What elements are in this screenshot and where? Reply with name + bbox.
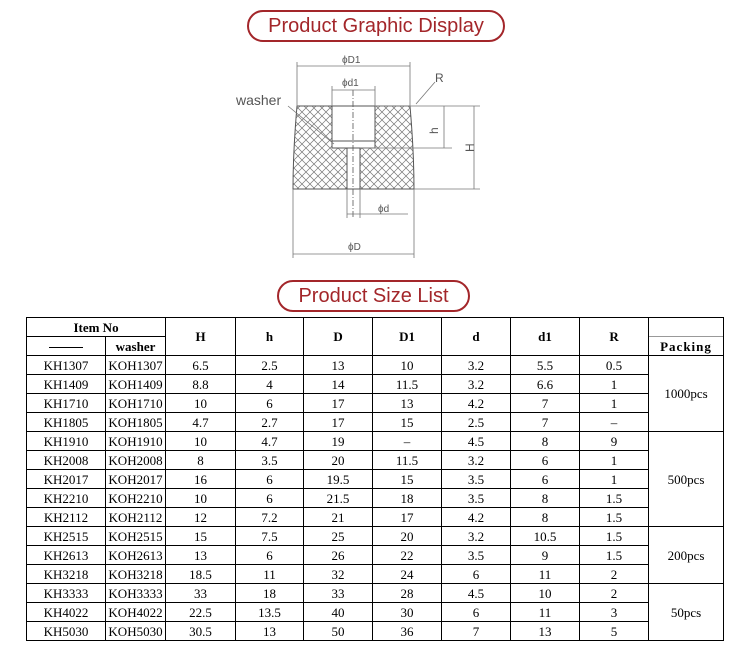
- R-header: R: [580, 318, 649, 356]
- packing-cell: 50pcs: [649, 584, 724, 641]
- d1-label: ϕd1: [342, 78, 359, 89]
- h-cell: 2.5: [236, 356, 304, 375]
- size-list-title: Product Size List: [277, 280, 470, 312]
- R-cell: 2: [580, 565, 649, 584]
- d1-cell: 8: [511, 508, 580, 527]
- H-cell: 13: [166, 546, 236, 565]
- washer-no-cell: KOH5030: [106, 622, 166, 641]
- item-no-cell: KH4022: [27, 603, 106, 622]
- d-cell: 3.2: [442, 451, 511, 470]
- washer-no-cell: KOH3333: [106, 584, 166, 603]
- washer-no-cell: KOH2515: [106, 527, 166, 546]
- d1-cell: 7: [511, 394, 580, 413]
- D-cell: 17: [304, 413, 373, 432]
- D-cell: 17: [304, 394, 373, 413]
- item-no-cell: KH1307: [27, 356, 106, 375]
- washer-no-cell: KOH2008: [106, 451, 166, 470]
- graphic-display-title: Product Graphic Display: [247, 10, 505, 42]
- R-cell: 0.5: [580, 356, 649, 375]
- R-cell: 1: [580, 470, 649, 489]
- washer-no-cell: KOH1910: [106, 432, 166, 451]
- packing-header-label: Packing: [649, 336, 723, 355]
- packing-cell: 200pcs: [649, 527, 724, 584]
- item-no-cell: KH3333: [27, 584, 106, 603]
- d1-cell: 10: [511, 584, 580, 603]
- R-cell: 1.5: [580, 508, 649, 527]
- D1-cell: 15: [373, 470, 442, 489]
- item-no-cell: KH2613: [27, 546, 106, 565]
- H-cell: 4.7: [166, 413, 236, 432]
- R-cell: 5: [580, 622, 649, 641]
- washer-header: washer: [106, 337, 166, 356]
- table-row: [27, 622, 724, 641]
- d1-header: d1: [511, 318, 580, 356]
- table-row: [27, 451, 724, 470]
- R-cell: –: [580, 413, 649, 432]
- D-cell: 32: [304, 565, 373, 584]
- H-cell: 12: [166, 508, 236, 527]
- D-cell: 19.5: [304, 470, 373, 489]
- H-header: H: [166, 318, 236, 356]
- washer-no-cell: KOH1409: [106, 375, 166, 394]
- d-cell: 4.2: [442, 508, 511, 527]
- item-no-cell: KH1710: [27, 394, 106, 413]
- D-cell: 50: [304, 622, 373, 641]
- item-no-cell: KH1910: [27, 432, 106, 451]
- table-row: [27, 394, 724, 413]
- size-table: [26, 317, 724, 641]
- D1-cell: 30: [373, 603, 442, 622]
- washer-no-cell: KOH1805: [106, 413, 166, 432]
- d-cell: 3.5: [442, 489, 511, 508]
- D-cell: 21.5: [304, 489, 373, 508]
- d-cell: 3.5: [442, 546, 511, 565]
- h-cell: 4: [236, 375, 304, 394]
- d-cell: 6: [442, 603, 511, 622]
- R-cell: 1: [580, 451, 649, 470]
- washer-no-cell: KOH4022: [106, 603, 166, 622]
- D1-cell: 24: [373, 565, 442, 584]
- d-cell: 7: [442, 622, 511, 641]
- H-cell: 10: [166, 432, 236, 451]
- table-row: [27, 413, 724, 432]
- R-cell: 1: [580, 375, 649, 394]
- R-cell: 1.5: [580, 546, 649, 565]
- D1-cell: 11.5: [373, 375, 442, 394]
- d-cell: 3.2: [442, 375, 511, 394]
- h-cell: 7.2: [236, 508, 304, 527]
- D1-cell: 22: [373, 546, 442, 565]
- D-cell: 21: [304, 508, 373, 527]
- d1-cell: 5.5: [511, 356, 580, 375]
- d-cell: 3.2: [442, 527, 511, 546]
- h-cell: 6: [236, 470, 304, 489]
- washer-no-cell: KOH2210: [106, 489, 166, 508]
- table-row: [27, 508, 724, 527]
- item-no-header: Item No: [27, 318, 166, 337]
- h-cell: 6: [236, 546, 304, 565]
- item-no-cell: KH2112: [27, 508, 106, 527]
- H-cell: 10: [166, 489, 236, 508]
- R-cell: 1: [580, 394, 649, 413]
- packing-header: [649, 318, 724, 356]
- washer-no-cell: KOH2112: [106, 508, 166, 527]
- d1-cell: 9: [511, 546, 580, 565]
- h-cell: 6: [236, 394, 304, 413]
- d-label: ϕd: [378, 204, 390, 215]
- h-cell: 4.7: [236, 432, 304, 451]
- H-cell: 33: [166, 584, 236, 603]
- h-cell: 6: [236, 489, 304, 508]
- h-cell: 3.5: [236, 451, 304, 470]
- H-cell: 6.5: [166, 356, 236, 375]
- d1-cell: 8: [511, 489, 580, 508]
- D-cell: 33: [304, 584, 373, 603]
- R-cell: 2: [580, 584, 649, 603]
- h-label: h: [427, 127, 441, 134]
- D1-cell: –: [373, 432, 442, 451]
- D-cell: 25: [304, 527, 373, 546]
- D-cell: 14: [304, 375, 373, 394]
- H-cell: 8: [166, 451, 236, 470]
- D1-cell: 28: [373, 584, 442, 603]
- D1-cell: 20: [373, 527, 442, 546]
- d-cell: 2.5: [442, 413, 511, 432]
- D1-cell: 15: [373, 413, 442, 432]
- d1-cell: 6.6: [511, 375, 580, 394]
- h-cell: 2.7: [236, 413, 304, 432]
- D1-header: D1: [373, 318, 442, 356]
- item-no-cell: KH2515: [27, 527, 106, 546]
- d1-cell: 7: [511, 413, 580, 432]
- H-cell: 18.5: [166, 565, 236, 584]
- D1-label: ϕD1: [342, 55, 361, 66]
- table-row: [27, 489, 724, 508]
- d-cell: 4.5: [442, 584, 511, 603]
- table-row: [27, 584, 724, 603]
- D1-cell: 13: [373, 394, 442, 413]
- packing-cell: 500pcs: [649, 432, 724, 527]
- D1-cell: 17: [373, 508, 442, 527]
- d1-cell: 11: [511, 565, 580, 584]
- H-cell: 16: [166, 470, 236, 489]
- washer-plate: [332, 141, 375, 148]
- H-cell: 8.8: [166, 375, 236, 394]
- R-cell: 3: [580, 603, 649, 622]
- washer-no-cell: KOH2613: [106, 546, 166, 565]
- d1-cell: 6: [511, 470, 580, 489]
- d-cell: 4.5: [442, 432, 511, 451]
- h-cell: 18: [236, 584, 304, 603]
- D-cell: 20: [304, 451, 373, 470]
- packing-cell: 1000pcs: [649, 356, 724, 432]
- washer-no-cell: KOH2017: [106, 470, 166, 489]
- item-no-cell: KH2210: [27, 489, 106, 508]
- item-no-cell: KH1805: [27, 413, 106, 432]
- table-row: [27, 527, 724, 546]
- h-header: h: [236, 318, 304, 356]
- D-cell: 19: [304, 432, 373, 451]
- inner-bore: [347, 148, 360, 189]
- R-label: R: [435, 71, 444, 85]
- table-row: [27, 565, 724, 584]
- D1-cell: 18: [373, 489, 442, 508]
- h-cell: 13: [236, 622, 304, 641]
- R-cell: 1.5: [580, 527, 649, 546]
- D-label: ϕD: [348, 242, 361, 253]
- washer-no-cell: KOH1307: [106, 356, 166, 375]
- d1-cell: 8: [511, 432, 580, 451]
- H-label: H: [463, 143, 477, 152]
- item-no-subheader: [27, 337, 106, 356]
- d1-cell: 13: [511, 622, 580, 641]
- table-row: [27, 470, 724, 489]
- D-cell: 40: [304, 603, 373, 622]
- item-no-cell: KH2008: [27, 451, 106, 470]
- table-row: [27, 546, 724, 565]
- table-row: [27, 603, 724, 622]
- item-no-cell: KH2017: [27, 470, 106, 489]
- item-no-cell: KH1409: [27, 375, 106, 394]
- d-cell: 4.2: [442, 394, 511, 413]
- R-cell: 9: [580, 432, 649, 451]
- table-row: [27, 432, 724, 451]
- D1-cell: 11.5: [373, 451, 442, 470]
- H-cell: 30.5: [166, 622, 236, 641]
- D-header: D: [304, 318, 373, 356]
- H-cell: 22.5: [166, 603, 236, 622]
- d1-cell: 11: [511, 603, 580, 622]
- product-technical-drawing: [230, 48, 520, 263]
- D-cell: 26: [304, 546, 373, 565]
- washer-label: washer: [236, 92, 282, 108]
- size-table-body: [27, 356, 724, 641]
- washer-no-cell: KOH1710: [106, 394, 166, 413]
- h-cell: 7.5: [236, 527, 304, 546]
- h-cell: 13.5: [236, 603, 304, 622]
- d-header: d: [442, 318, 511, 356]
- d1-cell: 10.5: [511, 527, 580, 546]
- h-cell: 11: [236, 565, 304, 584]
- d-cell: 3.5: [442, 470, 511, 489]
- D1-cell: 36: [373, 622, 442, 641]
- washer-no-cell: KOH3218: [106, 565, 166, 584]
- D-cell: 13: [304, 356, 373, 375]
- D1-cell: 10: [373, 356, 442, 375]
- H-cell: 10: [166, 394, 236, 413]
- d1-cell: 6: [511, 451, 580, 470]
- d-cell: 3.2: [442, 356, 511, 375]
- d-cell: 6: [442, 565, 511, 584]
- table-row: [27, 375, 724, 394]
- H-cell: 15: [166, 527, 236, 546]
- item-no-cell: KH5030: [27, 622, 106, 641]
- table-row: [27, 356, 724, 375]
- R-cell: 1.5: [580, 489, 649, 508]
- item-no-cell: KH3218: [27, 565, 106, 584]
